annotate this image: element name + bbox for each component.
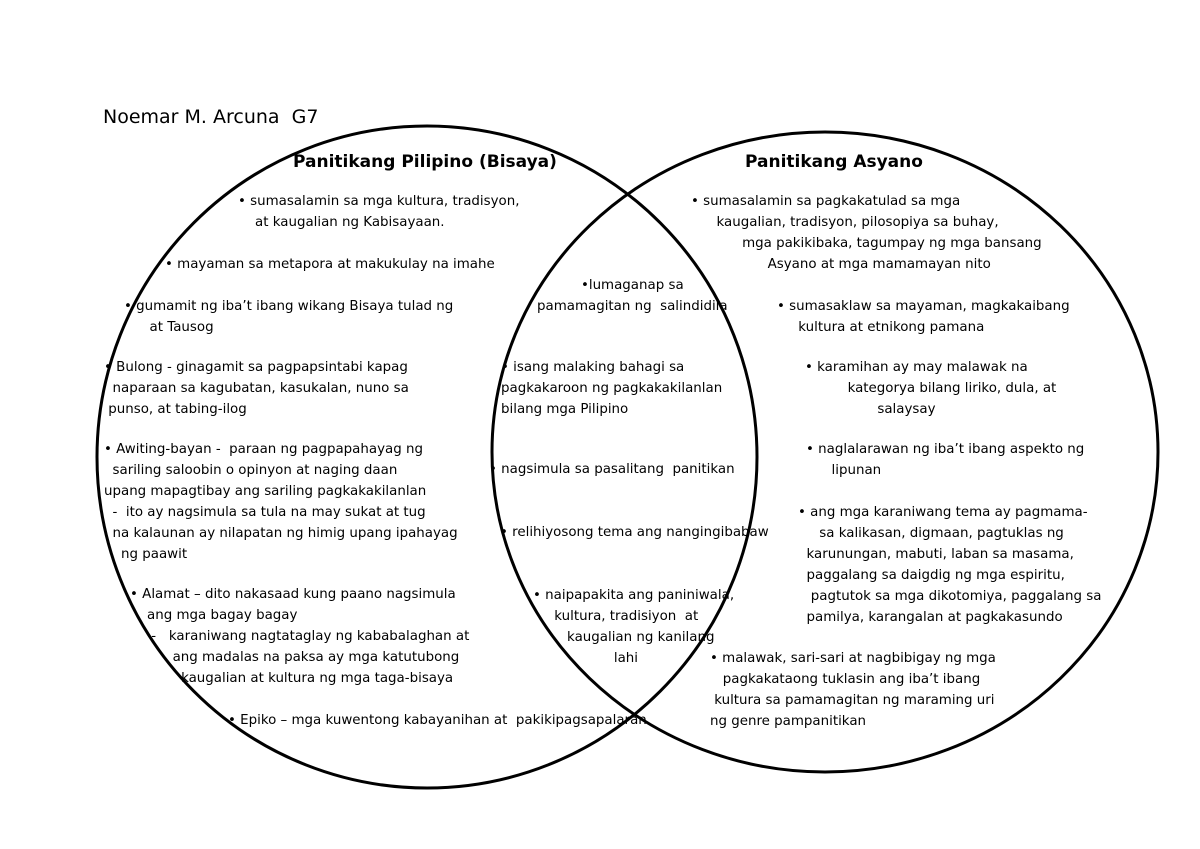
left-item: • mayaman sa metapora at makukulay na imahe <box>165 257 495 272</box>
middle-item: • naipapakita ang paniniwala, kultura, tradisiyon at kaugalian ng kanilang lahi <box>533 588 735 666</box>
right-item: • naglalarawan ng iba’t ibang aspekto ng lipunan <box>806 442 1085 478</box>
middle-item: •lumaganap sa pamamagitan ng salindidila <box>537 278 728 314</box>
right-item: • sumasaklaw sa mayaman, magkakaibang kultura at etnikong pamana <box>777 299 1070 335</box>
right-item: • karamihan ay may malawak na kategorya bilang liriko, dula, at salaysay <box>805 360 1057 417</box>
right-set-title: Panitikang Asyano <box>745 152 923 172</box>
left-item: • Epiko – mga kuwentong kabayanihan at pakikipagsapalaran <box>228 713 647 728</box>
author-name: Noemar M. Arcuna G7 <box>103 106 319 128</box>
left-item: • Awiting-bayan - paraan ng pagpapahayag ng sariling saloobin o opinyon at naging daan upang mapagtibay ang sariling pagkakakilanlan - ito ay nagsimula sa tula na may sukat at tug na kalaunan ay nilapatan ng himig upang ipahayag ng paawit <box>104 442 458 562</box>
right-item: • malawak, sari-sari at nagbibigay ng mga pagkakataong tuklasin ang iba’t ibang kultura sa pamamagitan ng maraming uri ng genre pampanitikan <box>710 651 996 729</box>
left-item: • Bulong - ginagamit sa pagpapsintabi kapag naparaan sa kagubatan, kasukalan, nuno sa punso, at tabing-ilog <box>104 360 409 417</box>
left-item: • gumamit ng iba’t ibang wikang Bisaya tulad ng at Tausog <box>124 299 454 335</box>
left-item: • sumasalamin sa mga kultura, tradisyon, at kaugalian ng Kabisayaan. <box>238 194 520 230</box>
middle-item: • nagsimula sa pasalitang panitikan <box>489 462 735 477</box>
right-item: • ang mga karaniwang tema ay pagmama- sa kalikasan, digmaan, pagtuklas ng karunungan, mabuti, laban sa masama, paggalang sa daigdig ng mga espiritu, pagtutok sa mga dikotomiya, paggalang sa pamilya, karangalan at pagkakasundo <box>798 505 1102 625</box>
middle-item: • relihiyosong tema ang nangingibabaw <box>500 525 769 540</box>
left-set-title: Panitikang Pilipino (Bisaya) <box>293 152 557 172</box>
middle-item: • isang malaking bahagi sa pagkakaroon ng pagkakakilanlan bilang mga Pilipino <box>501 360 723 417</box>
left-item: • Alamat – dito nakasaad kung paano nagsimula ang mga bagay bagay - karaniwang nagtataglay ng kababalaghan at ang madalas na paksa ay mga katutubong kaugalian at kultura ng mga taga-bisaya <box>130 587 470 686</box>
right-item: • sumasalamin sa pagkakatulad sa mga kaugalian, tradisyon, pilosopiya sa buhay, mga pakikibaka, tagumpay ng mga bansang Asyano at mga mamamayan nito <box>691 194 1042 272</box>
